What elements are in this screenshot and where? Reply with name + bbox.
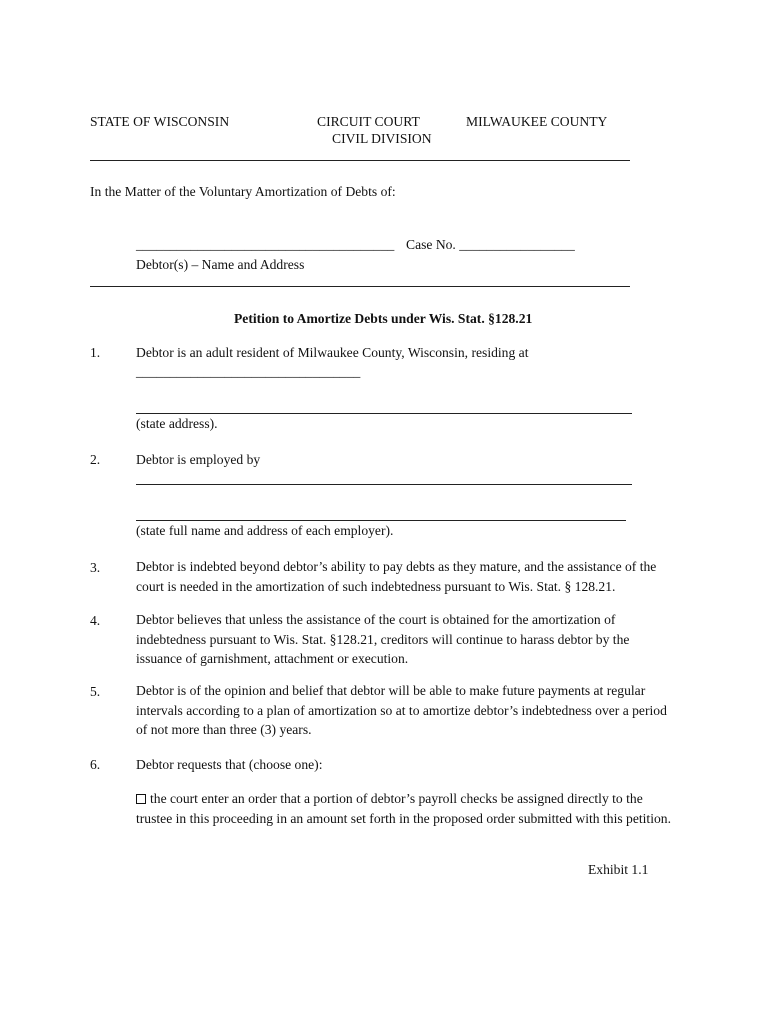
item-number: 3. <box>90 560 101 575</box>
item-5-text <box>136 681 667 740</box>
county-label: MILWAUKEE COUNTY <box>466 114 608 129</box>
item-1-hint: (state address). <box>136 416 218 431</box>
matter-line: In the Matter of the Voluntary Amortization of Debts of: <box>90 184 396 199</box>
item-1-text: Debtor is an adult resident of Milwaukee County, Wisconsin, residing at <box>136 345 529 360</box>
item-2-hint: (state full name and address of each employer). <box>136 523 394 538</box>
item-number: 4. <box>90 613 101 628</box>
option-1-line: the court enter an order that a portion of debtor’s payroll checks be assigned directly to the <box>150 791 643 806</box>
item-3-line: court is needed in the amortization of such indebtedness pursuant to Wis. Stat. § 128.21. <box>136 578 616 594</box>
exhibit-label: Exhibit 1.1 <box>588 862 649 877</box>
item-4-line: indebtedness pursuant to Wis. Stat. §128.21, creditors will continue to harass debtor by the <box>136 631 630 647</box>
caption-divider <box>90 286 630 287</box>
debtor-label: Debtor(s) – Name and Address <box>136 257 305 272</box>
address-blank: _________________________________ <box>136 364 361 379</box>
address-line <box>136 413 632 414</box>
item-4-text <box>136 610 629 669</box>
state-label: STATE OF WISCONSIN <box>90 114 230 129</box>
item-number: 6. <box>90 757 101 772</box>
employer-line <box>136 484 632 485</box>
item-6-text: Debtor requests that (choose one): <box>136 757 323 772</box>
employer-line <box>136 520 626 521</box>
court-label: CIRCUIT COURT <box>317 114 420 129</box>
division-label: CIVIL DIVISION <box>332 131 432 146</box>
item-3-line: Debtor is indebted beyond debtor’s ability to pay debts as they mature, and the assistance of the <box>136 559 657 574</box>
item-2-text: Debtor is employed by <box>136 452 261 467</box>
item-3-text <box>136 557 656 596</box>
item-5-line: intervals according to a plan of amortization so at to amortize debtor’s indebtedness over a period <box>136 702 667 718</box>
item-6-option-1 <box>136 789 671 828</box>
header-divider <box>90 160 630 161</box>
item-number: 1. <box>90 345 101 360</box>
case-number-field: Case No. _________________ <box>406 237 575 252</box>
item-number: 2. <box>90 452 101 467</box>
petition-title: Petition to Amortize Debts under Wis. Stat. §128.21 <box>234 311 533 326</box>
item-4-line: issuance of garnishment, attachment or execution. <box>136 651 409 666</box>
item-5-line: of not more than three (3) years. <box>136 722 312 737</box>
item-5-line: Debtor is of the opinion and belief that debtor will be able to make future payments at regular <box>136 683 646 698</box>
checkbox[interactable] <box>136 794 146 804</box>
debtor-name-blank: ______________________________________ <box>136 237 395 252</box>
item-4-line: Debtor believes that unless the assistance of the court is obtained for the amortization of <box>136 612 616 627</box>
option-1-line: trustee in this proceeding in an amount set forth in the proposed order submitted with this petition. <box>136 810 671 826</box>
item-number: 5. <box>90 684 101 699</box>
